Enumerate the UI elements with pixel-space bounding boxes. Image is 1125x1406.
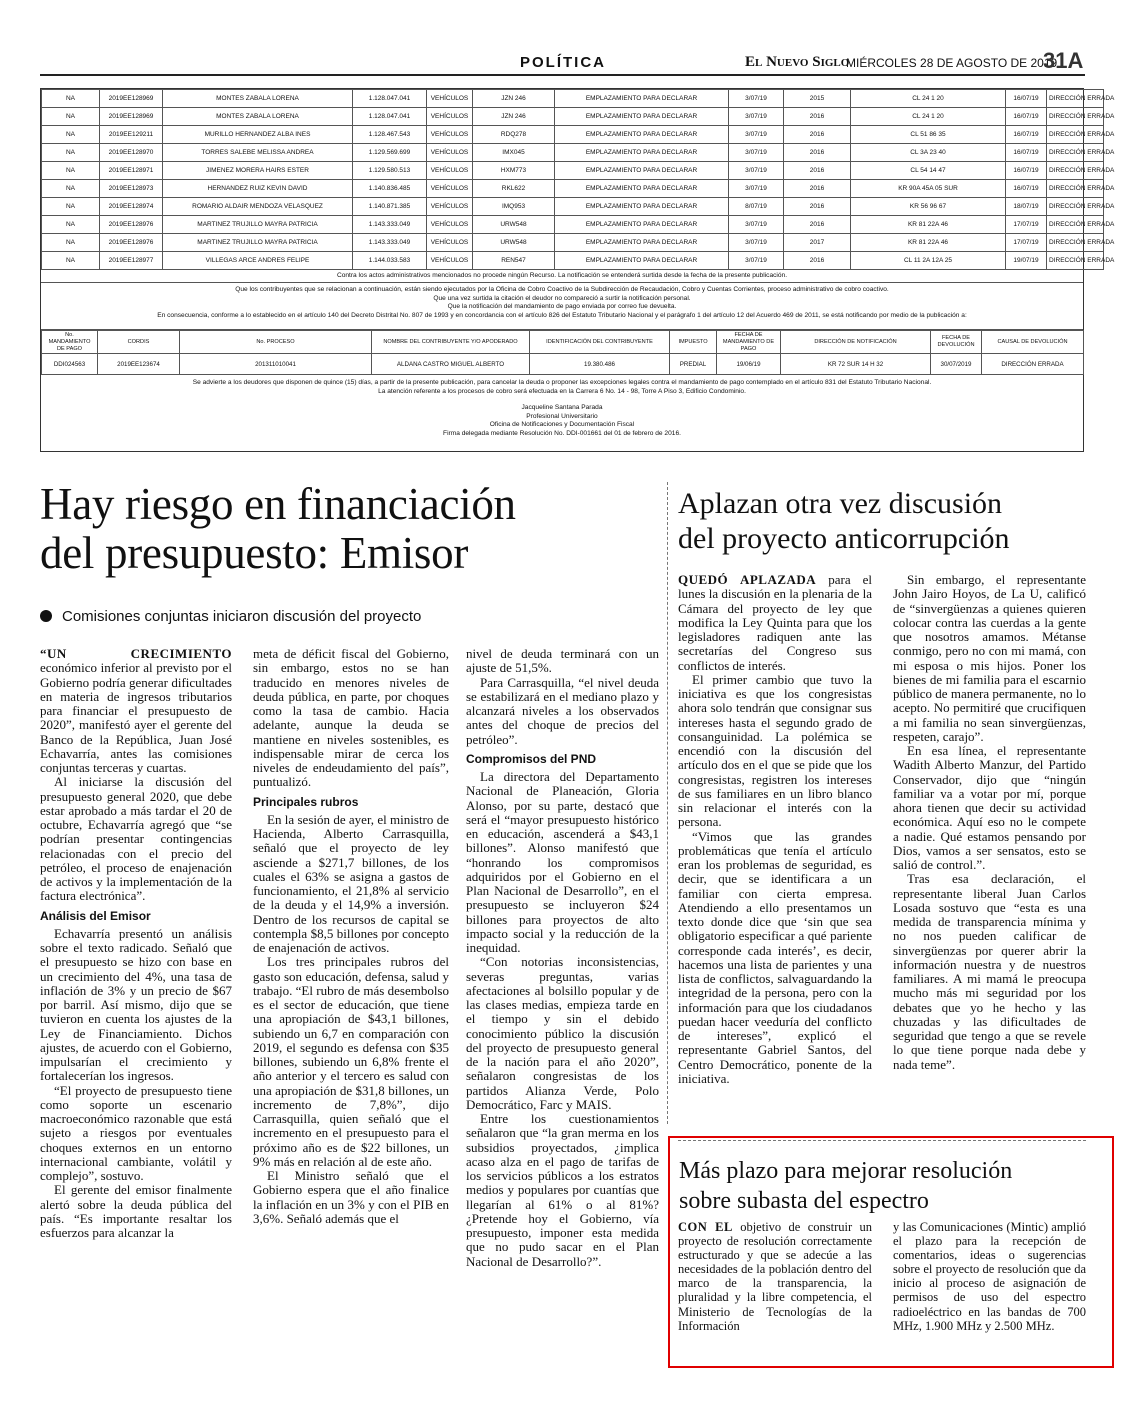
table-cell: JZN 246 [473,90,555,108]
article-headline [679,1156,1012,1216]
article-headline [678,486,1010,556]
table-cell: NA [42,216,100,234]
lead-in: QUEDÓ APLAZADA [678,572,817,587]
table-row [42,144,1104,162]
article-column [678,1220,872,1333]
column-header: IDENTIFICACIÓN DEL CONTRIBUYENTE [530,331,670,354]
table-cell: NA [42,234,100,252]
table-cell: 1.140.836.485 [353,180,427,198]
table-cell: VEHÍCULOS [427,216,473,234]
table-cell: DIRECCIÓN ERRADA [1047,252,1104,270]
headline-line: Más plazo para mejorar resolución [679,1158,1013,1184]
table-cell: 2019EE128971 [100,162,163,180]
table-cell: 3/07/19 [729,108,784,126]
paragraph: Al iniciarse la discusión del presupuesto general 2020, que debe estar aprobado a más tardar el 20 de octubre, Echavarría agregó que “se podrían presentar contingencias relacionadas con el precio del petróleo, el proceso de enajenación de activos y la implementación de la factura electrónica”. [40,774,232,904]
legal-notice [40,88,1115,452]
headline-line: del presupuesto: Emisor [40,528,469,578]
paragraph: “El proyecto de presupuesto tiene como soporte un escenario macroeconómico razonable que está sujeto a riesgos por eventuales choques externos en un entorno internacional cambiante, volátil y complejo”, sostuvo. [40,1082,232,1183]
page-number: 31A [1043,48,1084,73]
table-cell: HERNANDEZ RUIZ KEVIN DAVID [163,180,353,198]
table-cell: KR 90A 45A 05 SUR [851,180,1006,198]
column-header: No. MANDAMIENTO DE PAGO [42,331,98,354]
table-header-row [42,331,1084,354]
paragraph: Los tres principales rubros del gasto son educación, defensa, salud y trabajo. “El rubro de más desembolso es el sector de educación, que tiene una apropiación de $43,1 billones, subiendo un 6,7 en comparación con 2019, el segundo es defensa con $35 billones, subiendo un 6,8% frente el año anterior y el tercero es salud con una apropiación de $31,8 billones, un incremento de 7,8%”, dijo Carrasquilla, quien señaló que el incremento en el presupuesto para el próximo año es de $22 billones, un 9% más en relación al de este año. [253,954,449,1169]
table-cell: 18/07/19 [1006,198,1047,216]
table-cell: REN547 [473,252,555,270]
table-cell: 3/07/19 [729,234,784,252]
table-cell: DIRECCIÓN ERRADA [1047,90,1104,108]
table-cell: RDQ278 [473,126,555,144]
table-cell: 1.129.569.699 [353,144,427,162]
table-cell: KR 56 96 67 [851,198,1006,216]
table-cell: NA [42,90,100,108]
table-cell: EMPLAZAMIENTO PARA DECLARAR [555,234,729,252]
table-row [42,162,1104,180]
table-cell: VEHÍCULOS [427,90,473,108]
table-cell: CL 24 1 20 [851,108,1006,126]
table-row [42,108,1104,126]
table-cell: 2017 [784,234,851,252]
table-cell: VEHÍCULOS [427,162,473,180]
column-header: NOMBRE DEL CONTRIBUYENTE Y/O APODERADO [372,331,530,354]
table-cell: 2016 [784,108,851,126]
table-cell: 3/07/19 [729,180,784,198]
table-cell: MARTINEZ TRUJILLO MAYRA PATRICIA [163,234,353,252]
table-row [42,180,1104,198]
legal-line: En consecuencia, conforme a lo establecido en el artículo 140 del Decreto Distrital No. 807 de 1993 y en concordancia con el artículo 826 del Estatuto Tributario Nacional y el parágrafo 1 del artículo 12 del Acuerdo 469 de 2011, se está notificando por medio de la publicación a: [157,311,967,319]
paragraph: meta de déficit fiscal del Gobierno, sin embargo, estos no se han traducido en menores niveles de deuda pública, en parte, por choques como la tasa de cambio. Hacia adelante, aunque la deuda se mantiene en niveles sostenibles, es indispensable mirar de cerca los niveles de endeudamiento del país”, puntualizó. [253,646,449,790]
table-cell: 2016 [784,198,851,216]
legal-text-2 [41,283,1083,330]
table-row [42,126,1104,144]
table-cell: NA [42,126,100,144]
table-cell: 2019EE128974 [100,198,163,216]
lead-in: “UN CRECIMIENTO [40,646,232,661]
table-cell: VEHÍCULOS [427,126,473,144]
table-cell: 2016 [784,216,851,234]
paragraph [678,573,872,673]
legal-line: Que la notificación del mandamiento de pago enviada por correo fue devuelta. [447,303,677,311]
column-header: No. PROCESO [180,331,372,354]
table-cell: 8/07/19 [729,198,784,216]
section-heading: Principales rubros [253,794,359,809]
table-cell: ALDANA CASTRO MIGUEL ALBERTO [372,354,530,375]
article-column [466,647,659,1269]
table-cell: 17/07/19 [1006,234,1047,252]
table-cell: CL 3A 23 40 [851,144,1006,162]
table-cell: NA [42,198,100,216]
table-cell: 1.128.047.041 [353,108,427,126]
table-cell: 1.143.333.049 [353,234,427,252]
column-header: CAUSAL DE DEVOLUCIÓN [982,331,1084,354]
table-cell: MONTES ZABALA LORENA [163,108,353,126]
table-cell: NA [42,252,100,270]
legal-line: Se advierte a los deudores que disponen de quince (15) días, a partir de la presente publicación, para cancelar la deuda o proponer las excepciones legales contra el mandamiento de pago contemplado en el artículo 831 del Estatuto Tributario Nacional. [192,379,932,386]
table-cell: 16/07/19 [1006,108,1047,126]
newspaper-name: El Nuevo Siglo [745,54,850,70]
paragraph: y las Comunicaciones (Mintic) amplió el plazo para la recepción de comentarios, ideas o sugerencias sobre el proyecto de resolución que da inicio al proceso de asignación de permisos de uso del espectro radioeléctrico en las bandas de 700 MHz, 1.900 MHz y 2.500 MHz. [893,1220,1086,1333]
table-cell: 2019EE123674 [98,354,180,375]
legal-text-3 [41,375,1083,439]
bullet-icon [40,610,52,622]
article-column [40,647,232,1240]
paragraph: En la sesión de ayer, el ministro de Hacienda, Alberto Carrasquilla, señaló que el proyecto de ley asciende a $271,7 billones, de los cuales el 63% se asigna a gastos de funcionamiento, el 21,8% al servicio de la deuda y el 14,9% a inversión. Dentro de los recursos de capital se contempla $8,5 billones por concepto de enajenación de activos. [253,811,449,955]
table-cell: EMPLAZAMIENTO PARA DECLARAR [555,252,729,270]
table-row [42,198,1104,216]
legal-line: Jacqueline Santana Parada [521,404,603,412]
table-cell: CL 11 2A 12A 25 [851,252,1006,270]
table-cell: 2016 [784,144,851,162]
table-cell: ROMARIO ALDAIR MENDOZA VELASQUEZ [163,198,353,216]
table-cell: 201311010041 [180,354,372,375]
section-heading: Compromisos del PND [466,751,597,766]
paragraph: “Con notorias inconsistencias, severas preguntas, varias afectaciones al bolsillo popular y de las clases medias, empieza tarde en el tiempo y sin el debido conocimiento público la discusión del proyecto de presupuesto general de la nación para el año 2020”, señalaron congresistas de los partidos Alianza Verde, Polo Democrático, Farc y MAIS. [466,954,659,1112]
table-cell: EMPLAZAMIENTO PARA DECLARAR [555,90,729,108]
table-cell: 1.129.580.513 [353,162,427,180]
table-cell: 2016 [784,252,851,270]
table-cell: 2019EE128977 [100,252,163,270]
table-cell: 1.143.333.049 [353,216,427,234]
table-row [42,90,1104,108]
article-column [678,573,872,1086]
table-cell: EMPLAZAMIENTO PARA DECLARAR [555,216,729,234]
article-subhead [40,608,421,625]
paragraph: Sin embargo, el representante John Jairo Hoyos, de La U, calificó de “sinvergüenzas a quienes quieren colocar contra las cuerdas a la gente que nosotros amamos. Métanse conmigo, pero no con mi mamá, con mi esposa o mis hijos. Poner los bienes de mi familia para el escarnio público de manera permanente, no lo acepto. No permitiré que crucifiquen a mi familia no sean sinvergüenzas, respeten, carajo”. [893,572,1086,744]
table-cell: DIRECCIÓN ERRADA [982,354,1084,375]
table-cell: 3/07/19 [729,252,784,270]
table-row [42,216,1104,234]
table-cell: 16/07/19 [1006,144,1047,162]
table-cell: 16/07/19 [1006,90,1047,108]
headline-line: Aplazan otra vez discusión [678,487,1003,520]
table-cell: 16/07/19 [1006,126,1047,144]
table-cell: 3/07/19 [729,90,784,108]
article-column [893,1220,1086,1333]
table-cell: VEHÍCULOS [427,108,473,126]
paragraph: El Ministro señaló que el Gobierno espera que el año finalice la inflación en un 3% y con el PIB en 3,6%. Señaló además que el [253,1168,449,1226]
table-cell: 1.128.047.041 [353,90,427,108]
table-cell: HXM773 [473,162,555,180]
legal-line: Que los contribuyentes que se relacionan a continuación, están siendo ejecutados por la Oficina de Cobro Coactivo de la Subdirección de Recaudación, Cobro y Cuentas Corrientes, proceso administrativo de cobro coactivo. [235,286,889,293]
paragraph: La directora del Departamento Nacional de Planeación, Gloria Alonso, por su parte, destacó que será el “mayor presupuesto histórico en educación, ascenderá a $43,1 billones”. Alonso manifestó que “honrando los compromisos adquiridos por el Gobierno en el Plan Nacional de Desarrollo”, en el presupuesto se incluyeron $24 billones para proyectos de alto impacto social y la reducción de la inequidad. [466,769,659,955]
table-cell: MONTES ZABALA LORENA [163,90,353,108]
issue-date: MIÉRCOLES 28 DE AGOSTO DE 2019 [846,56,1058,70]
table-cell: EMPLAZAMIENTO PARA DECLARAR [555,108,729,126]
table-cell: DIRECCIÓN ERRADA [1047,144,1104,162]
table-cell: 2019EE128969 [100,108,163,126]
column-divider [667,482,668,1124]
subhead-text: Comisiones conjuntas iniciaron discusión del proyecto [62,608,422,625]
table-cell: 2016 [784,162,851,180]
table-cell: NA [42,180,100,198]
table-cell: DIRECCIÓN ERRADA [1047,216,1104,234]
table-cell: 3/07/19 [729,126,784,144]
article-column [253,647,449,1226]
table-cell: 2019EE128973 [100,180,163,198]
table-cell: EMPLAZAMIENTO PARA DECLARAR [555,126,729,144]
legal-line [41,396,1083,404]
paragraph: Entre los cuestionamientos señalaron que “la gran merma en los subsidios proyectados, ¿implica acaso alza en el pago de tarifas de los servicios públicos a los estratos medios y populares por cuantías que llegarían al 61% o al 81%? ¿Pretende hoy el Gobierno, vía presupuesto, imponer esta medida que no pudo sacar en el Plan Nacional de Desarrollo?”. [466,1111,659,1269]
headline-line: del proyecto anticorrupción [678,522,1010,555]
table-cell: PREDIAL [670,354,717,375]
legal-line: Oficina de Notificaciones y Documentación Fiscal [489,421,635,429]
table-cell: URW548 [473,216,555,234]
paragraph: Para Carrasquilla, “el nivel deuda se estabilizará en el mediano plazo y alcanzará niveles a los observados antes del choque de precios del petróleo”. [466,674,659,747]
lead-in: CON EL [678,1220,733,1234]
section-name: POLÍTICA [520,54,606,71]
header-rule [40,74,1085,76]
table-cell: KR 72 SUR 14 H 32 [781,354,931,375]
table-cell: 2019EE129211 [100,126,163,144]
table-cell: EMPLAZAMIENTO PARA DECLARAR [555,144,729,162]
legal-line: La atención referente a los procesos de cobro será efectuada en la Carrera 6 No. 14 - 98, Torre A Piso 3, Edificio Condominio. [378,387,746,395]
table-cell: MARTINEZ TRUJILLO MAYRA PATRICIA [163,216,353,234]
table-cell: CL 54 14 47 [851,162,1006,180]
table-cell: DIRECCIÓN ERRADA [1047,180,1104,198]
table-cell: TORRES SALEBE MELISSA ANDREA [163,144,353,162]
table-cell: 19/06/19 [717,354,781,375]
table-cell: CL 51 86 35 [851,126,1006,144]
paragraph: En esa línea, el representante Wadith Alberto Manzur, del Partido Conservador, dijo que “ningún familiar va a votar por mí, porque ahora tienen que decir su actividad económica. Aquí eso no le compete a nadie. Qué estamos pensando por Dios, vamos a ser sensatos, esto se salió de control.”. [893,743,1086,872]
article-column [893,573,1086,1072]
table-cell: JZN 246 [473,108,555,126]
table-cell: 2019EE128970 [100,144,163,162]
table-cell: 3/07/19 [729,216,784,234]
column-header: DIRECCIÓN DE NOTIFICACIÓN [781,331,931,354]
table-cell: 2019EE128969 [100,90,163,108]
table-cell: 2016 [784,126,851,144]
table-cell: NA [42,108,100,126]
headline-line: Hay riesgo en financiación [40,479,516,529]
table-cell: NA [42,144,100,162]
legal-line: Profesional Universitario [526,412,598,420]
table-cell: VEHÍCULOS [427,198,473,216]
table-cell: NA [42,162,100,180]
paragraph: El primer cambio que tuvo la iniciativa es que los congresistas ahora solo tendrán que consignar sus intereses hasta el segundo grado de consanguinidad. La polémica se encendió con la discusión del artículo dos en el que se pide que los congresistas, registren los intereses de sus familiares en un libro blanco sin relacionar el interés con la persona. [678,671,872,830]
table-cell: 1.128.467.543 [353,126,427,144]
legal-line: Que una vez surtida la citación el deudor no compareció a surtir la notificación personal. [433,294,691,302]
table-cell: DIRECCIÓN ERRADA [1047,198,1104,216]
table-cell: 3/07/19 [729,162,784,180]
paragraph: Echavarría presentó un análisis sobre el texto radicado. Señaló que el presupuesto se hizo con base en un crecimiento del 4%, una tasa de inflación de 3% y un precio de $67 por barril. Así mismo, dijo que se tuvieron en cuenta los ajustes de la Ley de Financiamiento. Dichos ajustes, de acuerdo con el Gobierno, impulsarían el crecimiento y fortalecerían los ingresos. [40,925,232,1084]
column-header: CORDIS [98,331,180,354]
paragraph-text: objetivo de construir un proyecto de resolución correctamente estructurado y que se adecúe a las necesidades de la población dentro del marco de la transparencia, la pluralidad y la libre competencia, el Ministerio de Tecnologías de la Información [678,1220,873,1333]
table-cell: KR 81 22A 46 [851,234,1006,252]
table-cell: DIRECCIÓN ERRADA [1047,234,1104,252]
legal-line: Firma delegada mediante Resolución No. DDI-001661 del 01 de febrero de 2016. [443,429,681,437]
column-header: IMPUESTO [670,331,717,354]
table-cell: 3/07/19 [729,144,784,162]
table-cell: DIRECCIÓN ERRADA [1047,162,1104,180]
table-cell: EMPLAZAMIENTO PARA DECLARAR [555,198,729,216]
table-cell: 2016 [784,180,851,198]
table-cell: URW548 [473,234,555,252]
process-table [41,330,1084,375]
column-header: FECHA DE MANDAMIENTO DE PAGO [717,331,781,354]
paragraph: Tras esa declaración, el representante liberal Juan Carlos Losada sostuvo que “esta es una medida de transparencia mínima y no nos pueden calificar de sinvergüenzas por querer abrir la información nuestra y de nuestros familiares. A mi mamá le preocupa mucho más mi seguridad por los debates que yo he hecho y las chuzadas y las dificultades de seguridad que tengo a que se revele lo que tiene porque nada debe y nada teme”. [893,871,1086,1072]
paragraph [40,647,232,775]
paragraph-text: económico inferior al previsto por el Gobierno podría generar dificultades en materia de ingresos tributarios para financiar el presupuesto de 2020”, manifestó ayer el gerente del Banco de la República, Juan José Echavarría, antes las comisiones conjuntas terceras y cuartas. [40,660,232,775]
notice-table [41,89,1115,270]
legal-text-1: Contra los actos administrativos mencionados no procede ningún Recurso. La notificación se entenderá surtida desde la fecha de la presente publicación. [41,270,1083,283]
headline-line: sobre subasta del espectro [679,1188,929,1214]
table-row [42,234,1104,252]
paragraph-text: para el lunes la discusión en la plenaria de la Cámara del proyecto de ley que modifica la Ley Quinta para que los legisladores radiquen ante las secretarías del Congreso sus conflictos de interés. [678,572,872,673]
column-header: FECHA DE DEVOLUCIÓN [931,331,982,354]
table-cell: 19/07/19 [1006,252,1047,270]
table-cell: 17/07/19 [1006,216,1047,234]
table-cell: EMPLAZAMIENTO PARA DECLARAR [555,162,729,180]
table-cell: 16/07/19 [1006,180,1047,198]
table-cell: VILLEGAS ARCE ANDRES FELIPE [163,252,353,270]
table-cell: RKL622 [473,180,555,198]
article-headline [40,480,516,578]
table-cell: KR 81 22A 46 [851,216,1006,234]
table-cell: IMQ953 [473,198,555,216]
table-cell: DDI024563 [42,354,98,375]
table-cell: CL 24 1 20 [851,90,1006,108]
table-cell: VEHÍCULOS [427,234,473,252]
table-cell: 2019EE128976 [100,216,163,234]
paragraph [678,1220,872,1333]
table-row [42,354,1084,375]
table-cell: 1.140.871.385 [353,198,427,216]
table-cell: 2019EE128976 [100,234,163,252]
table-cell: EMPLAZAMIENTO PARA DECLARAR [555,180,729,198]
table-cell: 30/07/2019 [931,354,982,375]
table-cell: DIRECCIÓN ERRADA [1047,108,1104,126]
table-cell: VEHÍCULOS [427,144,473,162]
table-row [42,252,1104,270]
table-cell: IMX045 [473,144,555,162]
table-cell: 1.144.033.583 [353,252,427,270]
table-cell: VEHÍCULOS [427,252,473,270]
table-cell: JIMENEZ MORERA HAIRS ESTER [163,162,353,180]
table-cell: 2015 [784,90,851,108]
paragraph: El gerente del emisor finalmente alertó sobre la deuda pública del país. “Es importante resaltar los esfuerzos para alcanzar la [40,1182,232,1240]
table-cell: MURILLO HERNANDEZ ALBA INES [163,126,353,144]
section-heading: Análisis del Emisor [40,908,151,923]
table-cell: 19.380.486 [530,354,670,375]
table-cell: 16/07/19 [1006,162,1047,180]
table-cell: DIRECCIÓN ERRADA [1047,126,1104,144]
table-cell: VEHÍCULOS [427,180,473,198]
paragraph: “Vimos que las grandes problemáticas que tenía el artículo eran los problemas de seguridad, es decir, que se identificara a un familiar con cierta empresa. Atendiendo a ello presentamos un texto donde dice que ‘sin que sea obligatorio especificar a qué pariente corresponde cada interés’, es decir, hacemos una lista de parientes y una lista de conflictos, salvaguardando la integridad de la persona, pero con la información para que los ciudadanos puedan hacer veeduría del conflicto de intereses”, explicó el representante Gabriel Santos, del Centro Democrático, ponente de la iniciativa. [678,828,872,1086]
paragraph: nivel de deuda terminará con un ajuste de 51,5%. [466,646,659,676]
